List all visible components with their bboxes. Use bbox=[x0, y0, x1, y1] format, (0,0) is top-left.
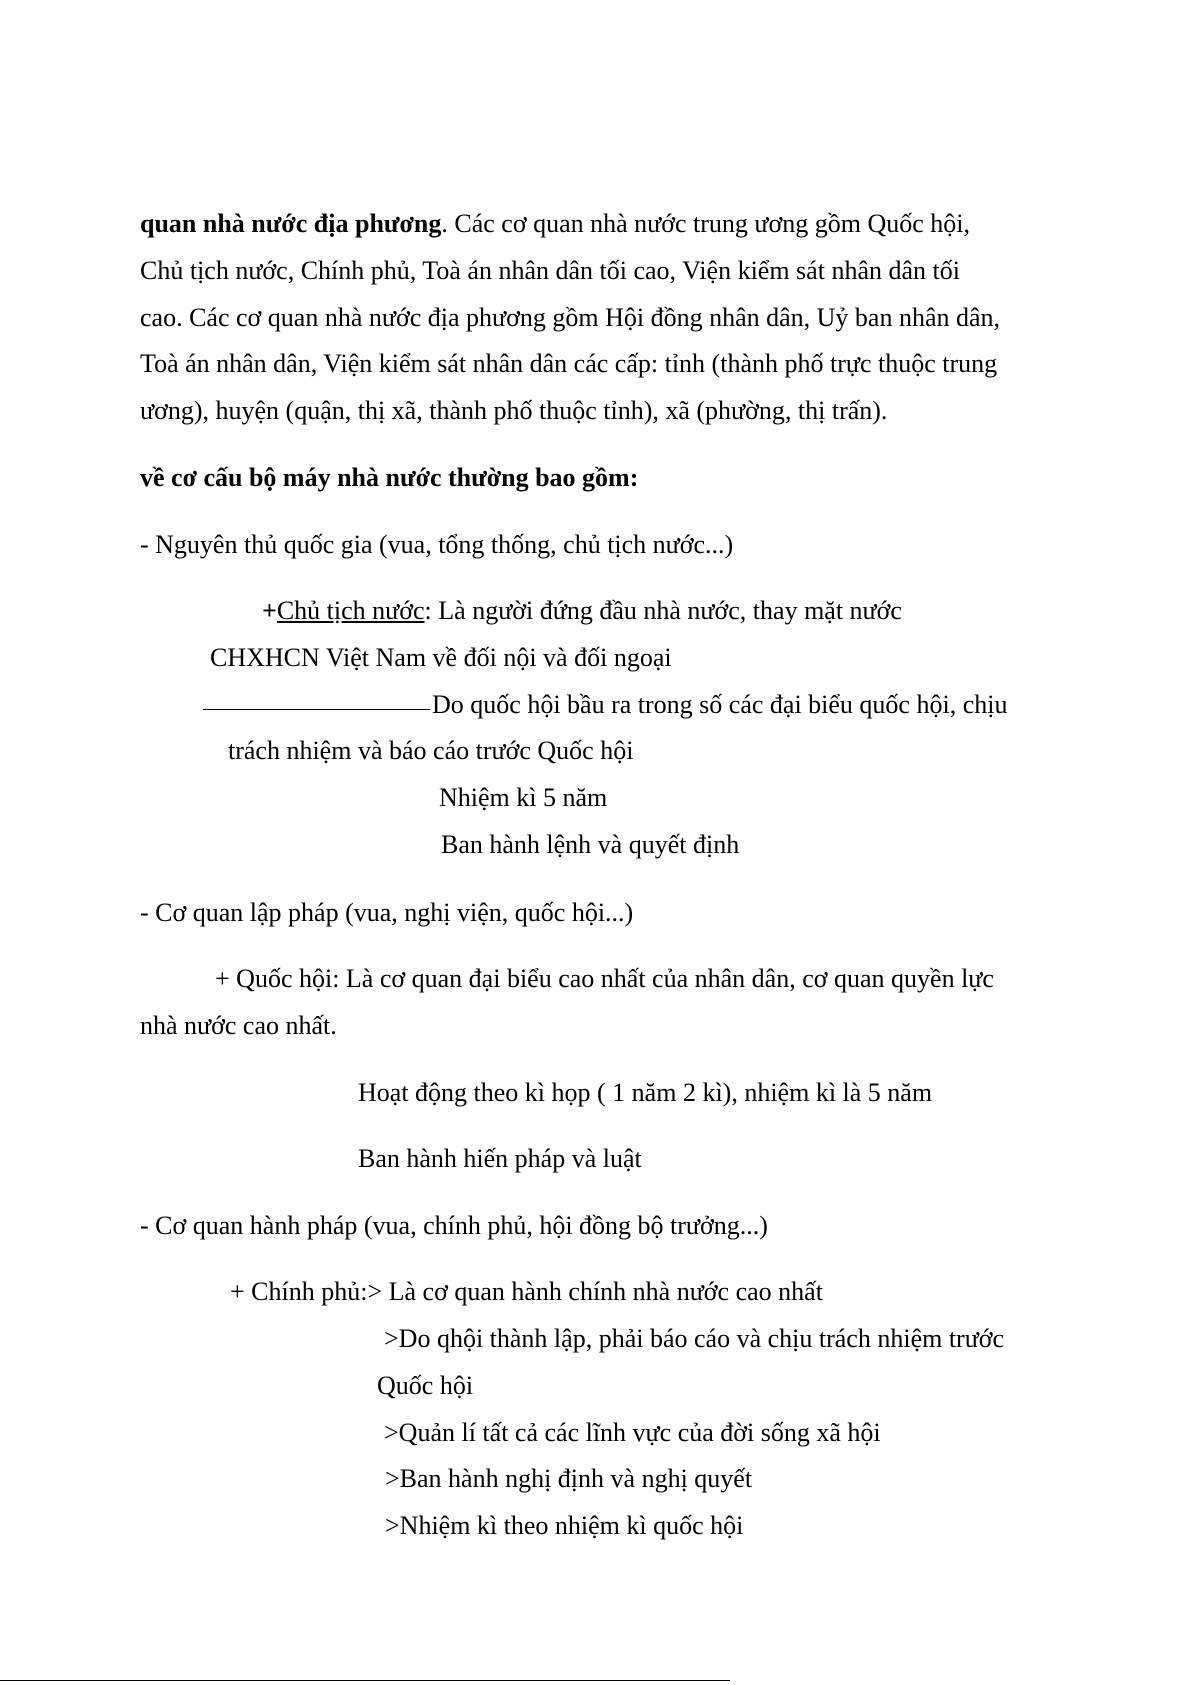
head-of-state-title: - Nguyên thủ quốc gia (vua, tổng thống, chủ tịch nước...) bbox=[140, 530, 734, 559]
head-of-state-line-1 bbox=[262, 598, 902, 624]
executive-line-2: >Do qhội thành lập, phải báo cáo và chịu trách nhiệm trước bbox=[384, 1324, 1005, 1353]
executive-title: - Cơ quan hành pháp (vua, chính phủ, hội đồng bộ trưởng...) bbox=[140, 1211, 768, 1240]
intro-lead-bold: quan nhà nước địa phương bbox=[140, 209, 442, 238]
chu-tich-nuoc-term: Chủ tịch nước bbox=[276, 596, 425, 625]
legislative-line-4: Ban hành hiến pháp và luật bbox=[358, 1144, 642, 1173]
head-of-state-line-1-rest: : Là người đứng đầu nhà nước, thay mặt nước bbox=[424, 596, 902, 625]
head-of-state-line-3: Do quốc hội bầu ra trong số các đại biểu quốc hội, chịu bbox=[432, 690, 1008, 719]
intro-line-1-rest: . Các cơ quan nhà nước trung ương gồm Quốc hội, bbox=[441, 209, 971, 238]
legislative-line-1: + Quốc hội: Là cơ quan đại biểu cao nhất của nhân dân, cơ quan quyền lực bbox=[215, 964, 994, 993]
plus-marker: + bbox=[262, 596, 277, 625]
legislative-line-2: nhà nước cao nhất. bbox=[140, 1011, 337, 1040]
executive-line-6: >Nhiệm kì theo nhiệm kì quốc hội bbox=[385, 1511, 744, 1540]
blank-underline bbox=[203, 709, 430, 710]
intro-line-2: Chủ tịch nước, Chính phủ, Toà án nhân dân tối cao, Viện kiểm sát nhân dân tối bbox=[140, 256, 960, 285]
structure-heading: về cơ cấu bộ máy nhà nước thường bao gồm: bbox=[140, 463, 639, 492]
head-of-state-line-5: Nhiệm kì 5 năm bbox=[439, 783, 608, 812]
executive-line-3: Quốc hội bbox=[377, 1371, 474, 1400]
intro-line-1 bbox=[140, 211, 970, 237]
head-of-state-line-4: trách nhiệm và báo cáo trước Quốc hội bbox=[228, 736, 634, 765]
executive-line-5: >Ban hành nghị định và nghị quyết bbox=[385, 1464, 753, 1493]
intro-line-5: ương), huyện (quận, thị xã, thành phố thuộc tỉnh), xã (phường, thị trấn). bbox=[140, 396, 888, 425]
intro-line-3: cao. Các cơ quan nhà nước địa phương gồm Hội đồng nhân dân, Uỷ ban nhân dân, bbox=[140, 303, 1001, 332]
footer-rule bbox=[0, 1680, 730, 1681]
executive-line-4: >Quản lí tất cả các lĩnh vực của đời sống xã hội bbox=[384, 1418, 881, 1447]
legislative-line-3: Hoạt động theo kì họp ( 1 năm 2 kì), nhiệm kì là 5 năm bbox=[358, 1078, 933, 1107]
intro-line-4: Toà án nhân dân, Viện kiểm sát nhân dân các cấp: tỉnh (thành phố trực thuộc trung bbox=[140, 349, 998, 378]
executive-line-1: + Chính phủ:> Là cơ quan hành chính nhà nước cao nhất bbox=[230, 1277, 823, 1306]
head-of-state-line-2: CHXHCN Việt Nam về đối nội và đối ngoại bbox=[210, 643, 672, 672]
legislative-title: - Cơ quan lập pháp (vua, nghị viện, quốc hội...) bbox=[140, 898, 634, 927]
head-of-state-line-6: Ban hành lệnh và quyết định bbox=[441, 830, 740, 859]
